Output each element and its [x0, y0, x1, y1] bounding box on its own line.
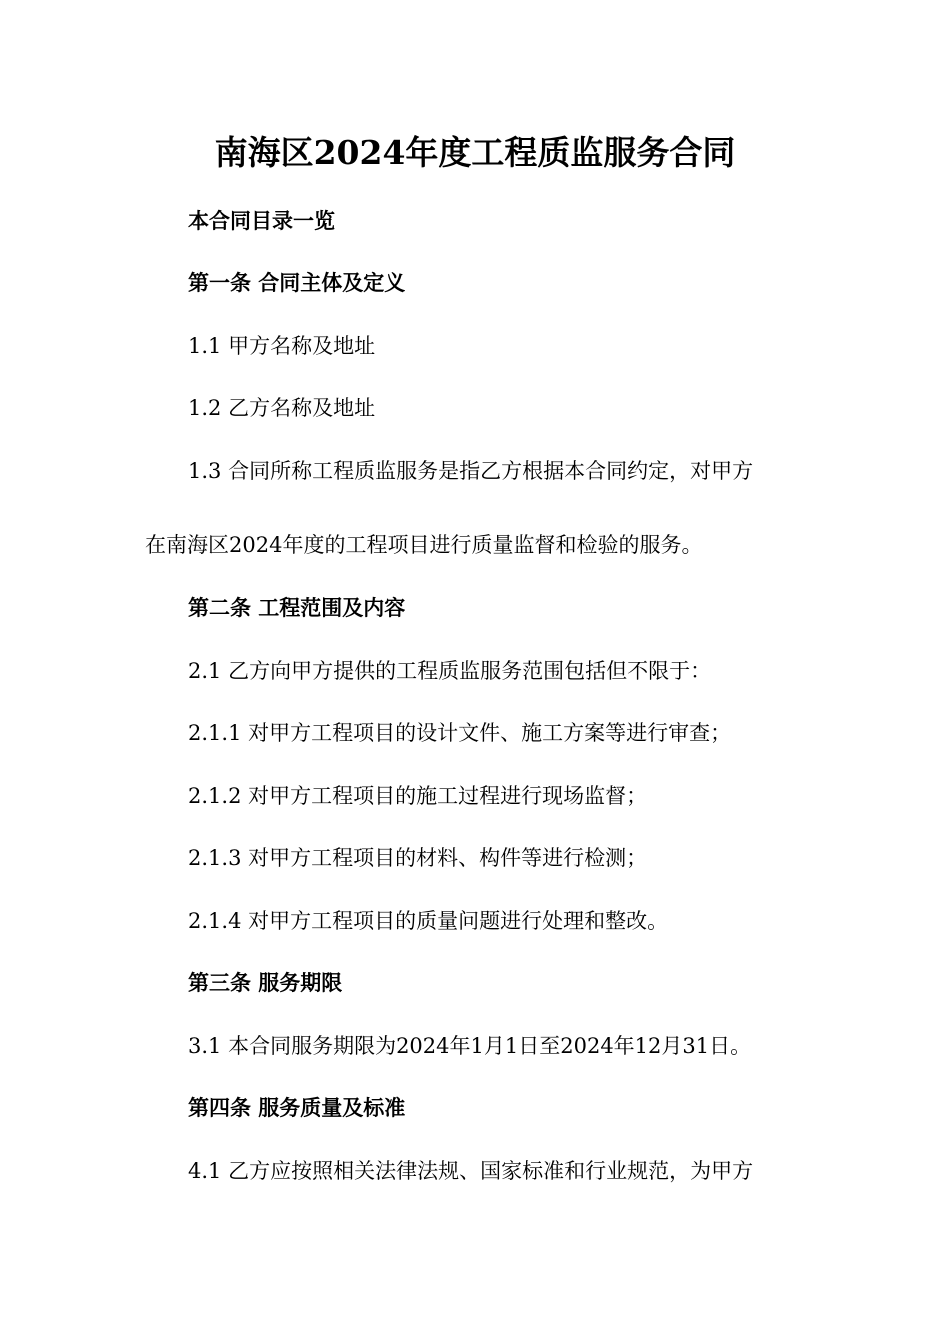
article-4-title: 第四条 服务质量及标准 [188, 1095, 406, 1120]
article-1-title: 第一条 合同主体及定义 [188, 270, 406, 295]
clause-1-3-line-1: 1.3 合同所称工程质监服务是指乙方根据本合同约定，对甲方 [188, 459, 754, 483]
clause-1-1: 1.1 甲方名称及地址 [188, 334, 376, 358]
clause-2-1-2: 2.1.2 对甲方工程项目的施工过程进行现场监督； [188, 784, 648, 808]
document-title: 南海区2024年度工程质监服务合同 [214, 133, 736, 172]
clause-2-1: 2.1 乙方向甲方提供的工程质监服务范围包括但不限于： [188, 659, 712, 683]
clause-2-1-1: 2.1.1 对甲方工程项目的设计文件、施工方案等进行审查； [188, 721, 732, 745]
clause-3-1: 3.1 本合同服务期限为2024年1月1日至2024年12月31日。 [188, 1034, 752, 1058]
article-3-title: 第三条 服务期限 [188, 970, 343, 995]
clause-1-2: 1.2 乙方名称及地址 [188, 396, 376, 420]
article-2-title: 第二条 工程范围及内容 [188, 595, 406, 620]
toc-heading: 本合同目录一览 [188, 208, 335, 233]
clause-2-1-3: 2.1.3 对甲方工程项目的材料、构件等进行检测； [188, 846, 648, 870]
clause-2-1-4: 2.1.4 对甲方工程项目的质量问题进行处理和整改。 [188, 909, 669, 933]
clause-1-3-line-2: 在南海区2024年度的工程项目进行质量监督和检验的服务。 [145, 533, 703, 557]
clause-4-1-line-1: 4.1 乙方应按照相关法律法规、国家标准和行业规范，为甲方 [188, 1159, 754, 1183]
